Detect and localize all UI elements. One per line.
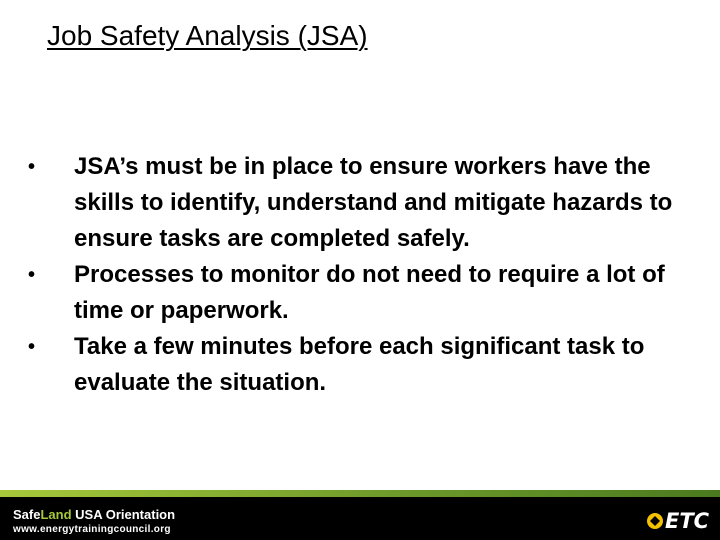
bullet-text: Take a few minutes before each significant task to evaluate the situation. [74,333,645,396]
bullet-item [28,329,688,401]
bullet-text: Processes to monitor do not need to require a lot of time or paperwork. [74,261,665,324]
footer-org-part: Safe [13,507,41,522]
bullet-item [28,149,688,257]
bullet-text: JSA’s must be in place to ensure workers have the skills to identify, understand and mitigate hazards to ensure tasks are completed safely. [74,153,673,252]
bullet-icon: • [28,264,36,286]
footer-bar [0,490,720,540]
bullet-icon: • [28,156,36,178]
bullet-item [28,257,688,329]
footer-url: www.energytrainingcouncil.org [13,524,171,535]
footer-org-name [13,507,175,523]
bullet-list [28,149,688,401]
footer-org-part: Land [40,507,72,522]
footer-org-part: USA Orientation [75,507,176,522]
slide-title: Job Safety Analysis (JSA) [47,20,368,51]
bullet-icon: • [28,336,36,358]
logo-text: ETC [665,509,710,533]
etc-logo-icon [644,504,712,538]
footer-stripe [0,490,720,497]
